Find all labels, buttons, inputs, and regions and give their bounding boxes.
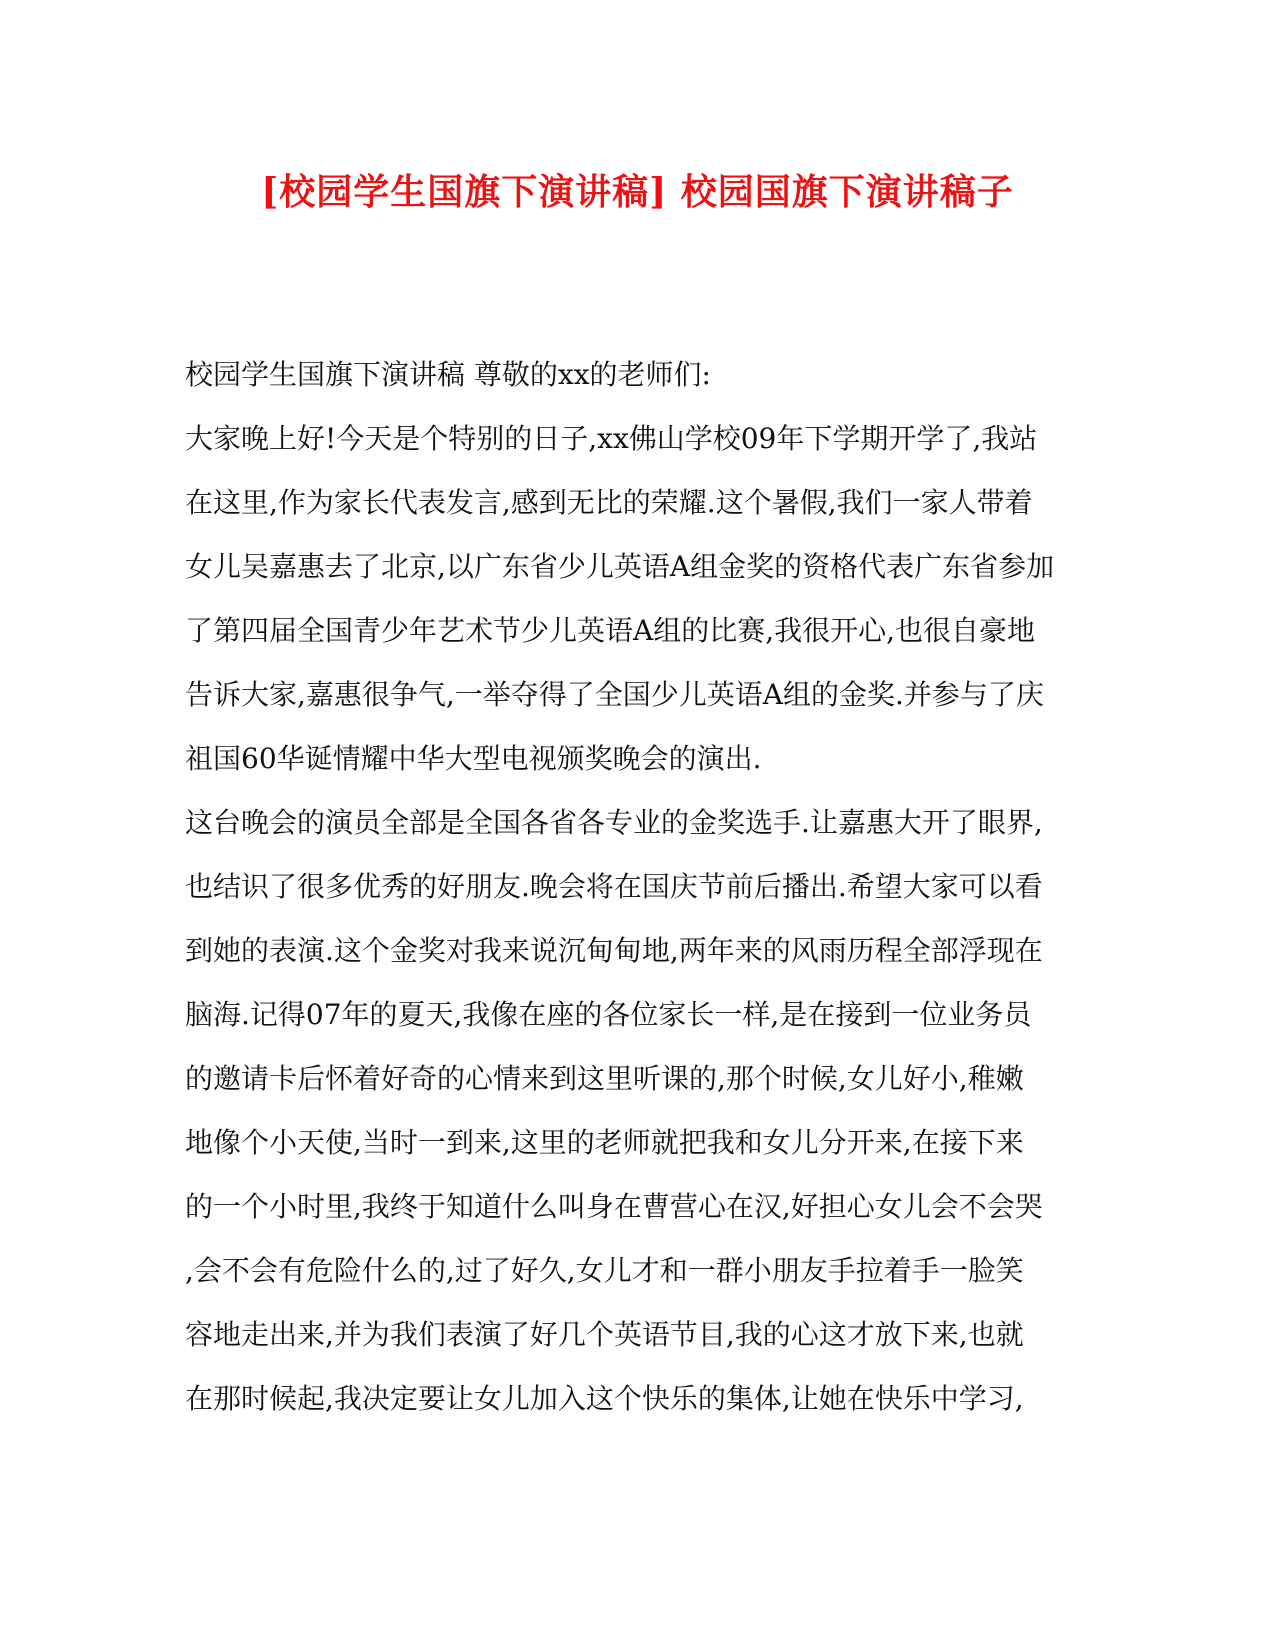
body-line: 大家晚上好!今天是个特别的日子,xx佛山学校09年下学期开学了,我站 bbox=[185, 422, 1038, 455]
body-line: 脑海.记得07年的夏天,我像在座的各位家长一样,是在接到一位业务员 bbox=[185, 998, 1032, 1031]
document-title: [校园学生国旗下演讲稿] 校园国旗下演讲稿子 bbox=[261, 171, 1014, 213]
document-body bbox=[185, 343, 1090, 1431]
body-line: ,会不会有危险什么的,过了好久,女儿才和一群小朋友手拉着手一脸笑 bbox=[185, 1254, 1024, 1287]
body-line: 这台晚会的演员全部是全国各省各专业的金奖选手.让嘉惠大开了眼界, bbox=[185, 806, 1043, 839]
body-line: 容地走出来,并为我们表演了好几个英语节目,我的心这才放下来,也就 bbox=[185, 1318, 1024, 1351]
body-line: 的邀请卡后怀着好奇的心情来到这里听课的,那个时候,女儿好小,稚嫩 bbox=[185, 1062, 1024, 1095]
body-line: 的一个小时里,我终于知道什么叫身在曹营心在汉,好担心女儿会不会哭 bbox=[185, 1190, 1043, 1223]
body-line: 也结识了很多优秀的好朋友.晚会将在国庆节前后播出.希望大家可以看 bbox=[185, 870, 1043, 903]
body-line: 在这里,作为家长代表发言,感到无比的荣耀.这个暑假,我们一家人带着 bbox=[185, 486, 1033, 519]
body-line: 告诉大家,嘉惠很争气,一举夺得了全国少儿英语A组的金奖.并参与了庆 bbox=[185, 678, 1044, 711]
body-line: 在那时候起,我决定要让女儿加入这个快乐的集体,让她在快乐中学习, bbox=[185, 1382, 1024, 1415]
body-line: 了第四届全国青少年艺术节少儿英语A组的比赛,我很开心,也很自豪地 bbox=[185, 614, 1036, 647]
body-line: 到她的表演.这个金奖对我来说沉甸甸地,两年来的风雨历程全部浮现在 bbox=[185, 934, 1043, 967]
body-line: 女儿吴嘉惠去了北京,以广东省少儿英语A组金奖的资格代表广东省参加 bbox=[185, 550, 1055, 583]
body-line: 校园学生国旗下演讲稿 尊敬的xx的老师们: bbox=[185, 358, 711, 391]
body-line: 地像个小天使,当时一到来,这里的老师就把我和女儿分开来,在接下来 bbox=[185, 1126, 1024, 1159]
body-line: 祖国60华诞情耀中华大型电视颁奖晚会的演出. bbox=[185, 742, 762, 775]
